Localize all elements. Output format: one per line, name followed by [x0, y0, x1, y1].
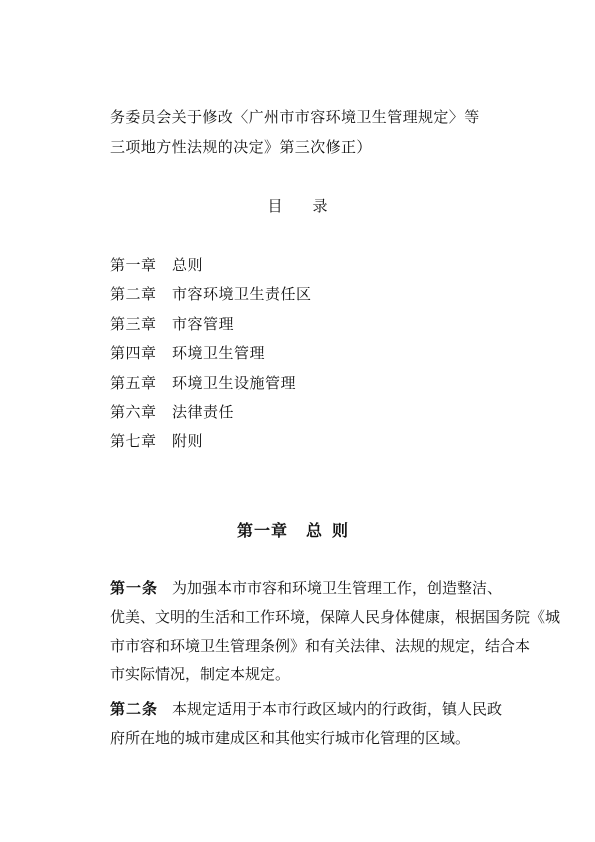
toc-item-title: 总则 [172, 256, 204, 274]
intro-line-2: 三项地方性法规的决定》第三次修正） [110, 138, 372, 156]
toc-item-number: 第三章 [110, 314, 157, 333]
chapter-heading [0, 520, 595, 542]
article-1 [110, 574, 561, 689]
toc-item-title: 市容管理 [172, 314, 235, 333]
toc-item [110, 373, 312, 402]
toc-item-title: 附则 [172, 432, 204, 451]
chapter-number: 第一章 [236, 521, 288, 540]
toc-item-number: 第六章 [110, 402, 157, 421]
toc-item-title: 法律责任 [172, 402, 235, 421]
toc-item [110, 255, 312, 284]
toc-item-number: 第二章 [110, 285, 157, 304]
article-text-line: 市市容和环境卫生管理条例》和有关法律、法规的规定，结合本 [110, 636, 531, 655]
toc-item-title: 环境卫生设施管理 [172, 373, 297, 392]
toc-item-number: 第四章 [110, 344, 157, 363]
chapter-title: 总则 [306, 521, 359, 540]
article-text-line: 优美、文明的生活和工作环境，保障人民身体健康，根据国务院《城 [110, 607, 561, 626]
toc-item [110, 284, 312, 313]
article-text-line: 为加强本市市容和环境卫生管理工作，创造整洁、 [172, 579, 503, 597]
article-2 [110, 695, 503, 753]
table-of-contents [110, 255, 312, 461]
article-text-line: 本规定适用于本市行政区域内的行政街，镇人民政 [172, 700, 503, 718]
toc-item-number: 第五章 [110, 373, 157, 392]
toc-item-title: 环境卫生管理 [172, 344, 266, 363]
toc-item-number: 第七章 [110, 432, 157, 451]
article-text-line: 市实际情况，制定本规定。 [110, 665, 291, 684]
toc-item-title: 市容环境卫生责任区 [172, 285, 312, 304]
article-label: 第一条 [110, 579, 159, 597]
intro-line-1: 务委员会关于修改〈广州市市容环境卫生管理规定〉等 [110, 108, 480, 126]
toc-item [110, 343, 312, 372]
toc-item [110, 431, 312, 460]
article-text-line: 府所在地的城市建成区和其他实行城市化管理的区域。 [110, 728, 471, 747]
toc-item [110, 314, 312, 343]
toc-item-number: 第一章 [110, 256, 157, 274]
article-label: 第二条 [110, 700, 159, 718]
toc-title: 目录 [267, 197, 358, 215]
toc-item [110, 402, 312, 431]
